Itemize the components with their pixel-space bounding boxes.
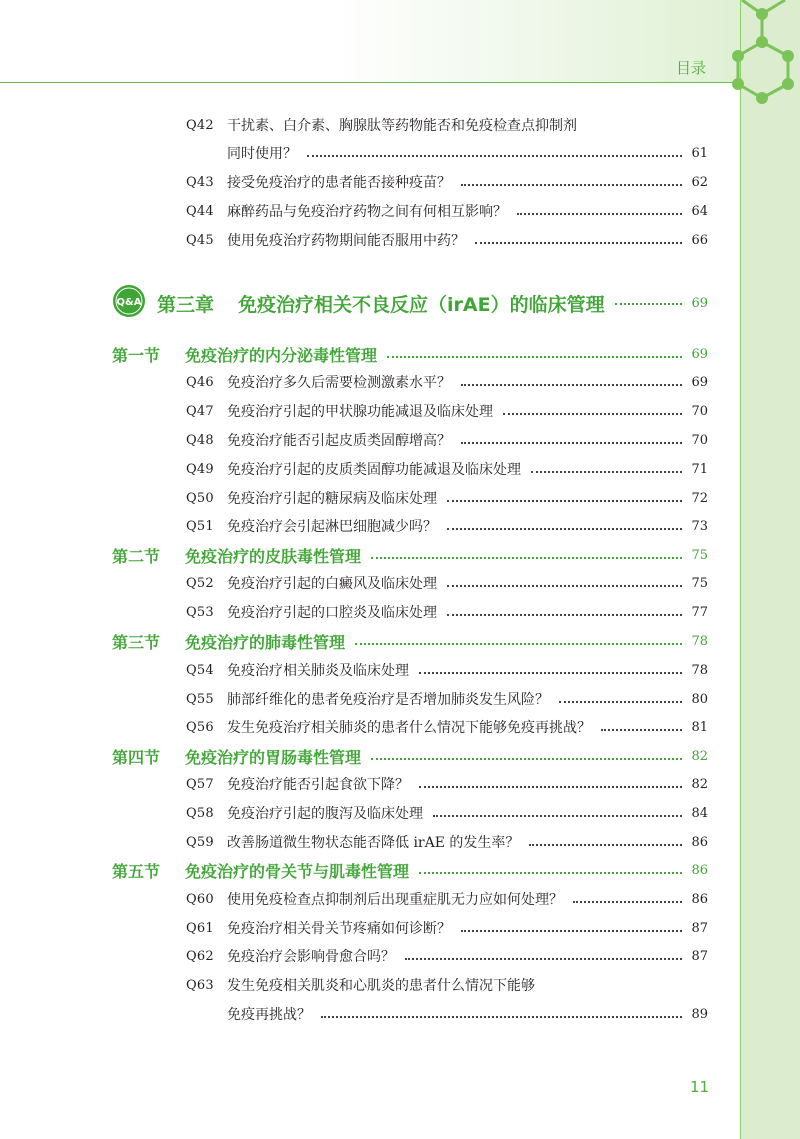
dot-leader bbox=[405, 957, 682, 960]
entry-page: 89 bbox=[691, 1006, 708, 1022]
entry-number: Q44 bbox=[186, 203, 214, 219]
entry-number: Q58 bbox=[186, 805, 214, 821]
entry-title: 免疫治疗能否引起食欲下降？ bbox=[227, 777, 409, 793]
toc-entry-continuation[interactable] bbox=[0, 1003, 800, 1025]
dot-leader bbox=[601, 728, 682, 731]
header-rule bbox=[0, 82, 740, 83]
section-heading-4[interactable] bbox=[0, 745, 800, 767]
section-heading-1[interactable] bbox=[0, 343, 800, 365]
dot-leader bbox=[517, 212, 682, 215]
entry-page: 87 bbox=[691, 920, 708, 936]
entry-number: Q43 bbox=[186, 174, 214, 190]
page-number: 11 bbox=[690, 1078, 710, 1096]
entry-number: Q45 bbox=[186, 232, 214, 248]
entry-page: 66 bbox=[691, 232, 708, 248]
dot-leader bbox=[447, 613, 682, 616]
header-title: 目录 bbox=[676, 59, 707, 77]
toc-entry-q53[interactable] bbox=[0, 601, 800, 623]
entry-page: 72 bbox=[691, 490, 708, 506]
entry-page: 86 bbox=[691, 834, 708, 850]
dot-leader bbox=[461, 183, 682, 186]
entry-page: 70 bbox=[691, 432, 708, 448]
entry-title: 接受免疫治疗的患者能否接种疫苗？ bbox=[227, 175, 451, 191]
entry-title: 使用免疫治疗药物期间能否服用中药？ bbox=[227, 233, 465, 249]
entry-page: 78 bbox=[691, 662, 708, 678]
entry-number: Q59 bbox=[186, 834, 214, 850]
section-title: 免疫治疗的骨关节与肌毒性管理 bbox=[185, 861, 410, 881]
toc-entry-q43[interactable] bbox=[0, 171, 800, 193]
entry-number: Q55 bbox=[186, 691, 214, 707]
entry-title: 免疫治疗引起的腹泻及临床处理 bbox=[227, 806, 423, 822]
section-title: 免疫治疗的胃肠毒性管理 bbox=[185, 747, 362, 767]
chapter-number: 第三章 bbox=[157, 293, 215, 316]
entry-number: Q57 bbox=[186, 776, 214, 792]
entry-title-continued: 同时使用？ bbox=[227, 146, 297, 162]
toc-entry-q51[interactable] bbox=[0, 515, 800, 537]
dot-leader bbox=[371, 757, 682, 760]
entry-page: 62 bbox=[691, 174, 708, 190]
toc-entry-q58[interactable] bbox=[0, 802, 800, 824]
section-number: 第一节 bbox=[112, 345, 161, 365]
entry-page: 81 bbox=[691, 719, 708, 735]
entry-number: Q48 bbox=[186, 432, 214, 448]
entry-title: 干扰素、白介素、胸腺肽等药物能否和免疫检查点抑制剂 bbox=[227, 118, 577, 134]
entry-number: Q47 bbox=[186, 403, 214, 419]
dot-leader bbox=[419, 671, 682, 674]
toc-entry-q49[interactable] bbox=[0, 458, 800, 480]
dot-leader bbox=[447, 499, 682, 502]
toc-entry-q44[interactable] bbox=[0, 200, 800, 222]
toc-entry-q46[interactable] bbox=[0, 371, 800, 393]
dot-leader bbox=[475, 241, 682, 244]
entry-title: 免疫治疗引起的糖尿病及临床处理 bbox=[227, 491, 437, 507]
qa-badge-icon bbox=[112, 284, 146, 318]
section-page: 86 bbox=[691, 862, 708, 878]
section-page: 69 bbox=[691, 346, 708, 362]
toc-entry-q48[interactable] bbox=[0, 429, 800, 451]
dot-leader bbox=[559, 700, 682, 703]
section-title: 免疫治疗的皮肤毒性管理 bbox=[185, 546, 362, 566]
entry-title: 肺部纤维化的患者免疫治疗是否增加肺炎发生风险？ bbox=[227, 692, 549, 708]
dot-leader bbox=[529, 843, 682, 846]
section-number: 第三节 bbox=[112, 632, 161, 652]
entry-page: 73 bbox=[691, 518, 708, 534]
dot-leader bbox=[355, 642, 682, 645]
entry-title: 发生免疫治疗相关肺炎的患者什么情况下能够免疫再挑战？ bbox=[227, 720, 591, 736]
toc-entry-q60[interactable] bbox=[0, 888, 800, 910]
entry-number: Q42 bbox=[186, 117, 214, 133]
entry-page: 75 bbox=[691, 575, 708, 591]
entry-title: 改善肠道微生物状态能否降低 irAE 的发生率？ bbox=[227, 835, 520, 851]
entry-title-continued: 免疫再挑战？ bbox=[227, 1007, 311, 1023]
toc-entry-q50[interactable] bbox=[0, 487, 800, 509]
toc-entry-continuation[interactable] bbox=[0, 142, 800, 164]
entry-number: Q53 bbox=[186, 604, 214, 620]
entry-title: 免疫治疗会影响骨愈合吗？ bbox=[227, 949, 395, 965]
section-number: 第四节 bbox=[112, 747, 161, 767]
entry-number: Q60 bbox=[186, 891, 214, 907]
section-page: 75 bbox=[691, 547, 708, 563]
dot-leader bbox=[615, 302, 682, 305]
toc-entry-q63[interactable] bbox=[0, 974, 800, 996]
toc-entry-q45[interactable] bbox=[0, 229, 800, 251]
entry-number: Q56 bbox=[186, 719, 214, 735]
chapter-title: 免疫治疗相关不良反应（irAE）的临床管理 bbox=[238, 293, 605, 316]
dot-leader bbox=[433, 814, 682, 817]
entry-title: 免疫治疗引起的白癜风及临床处理 bbox=[227, 576, 437, 592]
section-heading-3[interactable] bbox=[0, 630, 800, 652]
entry-title: 免疫治疗引起的口腔炎及临床处理 bbox=[227, 605, 437, 621]
dot-leader bbox=[419, 871, 682, 874]
toc-entry-q54[interactable] bbox=[0, 659, 800, 681]
entry-page: 84 bbox=[691, 805, 708, 821]
toc-entry-q59[interactable] bbox=[0, 831, 800, 853]
section-number: 第五节 bbox=[112, 861, 161, 881]
dot-leader bbox=[419, 785, 682, 788]
dot-leader bbox=[531, 470, 682, 473]
entry-number: Q63 bbox=[186, 977, 214, 993]
dot-leader bbox=[307, 154, 682, 157]
entry-number: Q51 bbox=[186, 518, 214, 534]
header-band bbox=[0, 0, 740, 82]
toc-entry-q47[interactable] bbox=[0, 400, 800, 422]
entry-page: 70 bbox=[691, 403, 708, 419]
section-page: 78 bbox=[691, 633, 708, 649]
dot-leader bbox=[503, 412, 682, 415]
section-page: 82 bbox=[691, 748, 708, 764]
molecule-decoration-icon bbox=[730, 0, 800, 110]
dot-leader bbox=[321, 1015, 682, 1018]
toc-entry-q62[interactable] bbox=[0, 945, 800, 967]
toc-entry-q61[interactable] bbox=[0, 917, 800, 939]
dot-leader bbox=[371, 556, 682, 559]
entry-number: Q61 bbox=[186, 920, 214, 936]
qa-badge-label: Q&A bbox=[116, 297, 142, 308]
toc-entry-q56[interactable] bbox=[0, 716, 800, 738]
entry-page: 71 bbox=[691, 461, 708, 477]
entry-title: 免疫治疗相关骨关节疼痛如何诊断？ bbox=[227, 921, 451, 937]
entry-number: Q50 bbox=[186, 490, 214, 506]
dot-leader bbox=[461, 383, 682, 386]
section-title: 免疫治疗的肺毒性管理 bbox=[185, 632, 346, 652]
dot-leader bbox=[387, 355, 682, 358]
section-number: 第二节 bbox=[112, 546, 161, 566]
entry-title: 免疫治疗多久后需要检测激素水平？ bbox=[227, 375, 451, 391]
entry-page: 82 bbox=[691, 776, 708, 792]
toc-entry-q57[interactable] bbox=[0, 773, 800, 795]
entry-title: 使用免疫检查点抑制剂后出现重症肌无力应如何处理？ bbox=[227, 892, 563, 908]
entry-number: Q54 bbox=[186, 662, 214, 678]
entry-page: 86 bbox=[691, 891, 708, 907]
toc-entry-q52[interactable] bbox=[0, 572, 800, 594]
section-heading-5[interactable] bbox=[0, 859, 800, 881]
entry-page: 77 bbox=[691, 604, 708, 620]
toc-entry-q55[interactable] bbox=[0, 688, 800, 710]
entry-title: 麻醉药品与免疫治疗药物之间有何相互影响？ bbox=[227, 204, 507, 220]
entry-title: 免疫治疗引起的皮质类固醇功能减退及临床处理 bbox=[227, 462, 521, 478]
entry-number: Q52 bbox=[186, 575, 214, 591]
entry-page: 69 bbox=[691, 374, 708, 390]
dot-leader bbox=[447, 527, 682, 530]
entry-title: 免疫治疗引起的甲状腺功能减退及临床处理 bbox=[227, 404, 493, 420]
entry-number: Q46 bbox=[186, 374, 214, 390]
entry-title: 发生免疫相关肌炎和心肌炎的患者什么情况下能够 bbox=[227, 978, 535, 994]
chapter-page: 69 bbox=[691, 295, 708, 311]
section-title: 免疫治疗的内分泌毒性管理 bbox=[185, 345, 378, 365]
dot-leader bbox=[461, 441, 682, 444]
section-heading-2[interactable] bbox=[0, 544, 800, 566]
dot-leader bbox=[447, 584, 682, 587]
dot-leader bbox=[573, 900, 682, 903]
toc-entry-q42[interactable] bbox=[0, 114, 800, 136]
entry-page: 64 bbox=[691, 203, 708, 219]
entry-number: Q49 bbox=[186, 461, 214, 477]
entry-page: 87 bbox=[691, 948, 708, 964]
entry-page: 61 bbox=[691, 145, 708, 161]
dot-leader bbox=[461, 929, 682, 932]
entry-title: 免疫治疗能否引起皮质类固醇增高？ bbox=[227, 433, 451, 449]
entry-number: Q62 bbox=[186, 948, 214, 964]
entry-page: 80 bbox=[691, 691, 708, 707]
entry-title: 免疫治疗会引起淋巴细胞减少吗？ bbox=[227, 519, 437, 535]
entry-title: 免疫治疗相关肺炎及临床处理 bbox=[227, 663, 409, 679]
